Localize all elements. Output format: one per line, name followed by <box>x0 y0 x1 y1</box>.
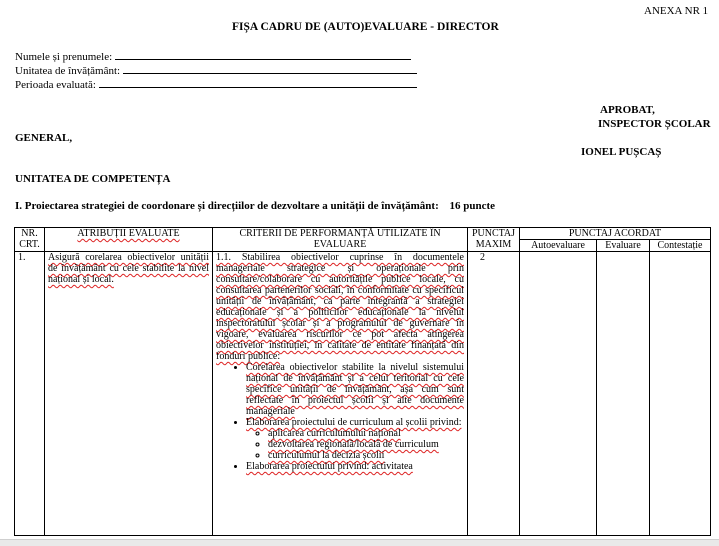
header-self: Autoevaluare <box>520 240 597 252</box>
name-field[interactable] <box>15 49 411 63</box>
header-nr: NR. CRT. <box>15 228 45 252</box>
row-nr: 1. <box>15 252 45 536</box>
header-max: PUNCTAJ MAXIM <box>468 228 520 252</box>
header-contest: Contestație <box>650 240 711 252</box>
row-attr-text: Asigură corelarea obiectivelor unității de învățământ cu cele stabilite la nivel național și local. <box>48 252 209 285</box>
period-line[interactable] <box>99 77 417 88</box>
criteria-bullet <box>246 417 464 461</box>
row-max-score: 2 <box>468 252 520 536</box>
name-line[interactable] <box>115 49 411 60</box>
row-attr <box>45 252 213 536</box>
table-header-row <box>15 228 711 240</box>
unit-label: Unitatea de învățământ: <box>15 65 121 77</box>
row-eval-score[interactable] <box>597 252 650 536</box>
header-attr <box>45 228 213 252</box>
evaluation-table <box>14 227 711 536</box>
section-heading <box>15 200 495 212</box>
name-label: Numele și prenumele: <box>15 51 113 63</box>
criteria-bullet-text: Corelarea obiectivelor stabilite la nivelul sistemului național de învățământ și a celui teritorial cu cele specifice unității de învățământ, așa cum sunt reflectate în proiectul școlii și alte documente manageriale <box>246 362 464 417</box>
row-criteria <box>213 252 468 536</box>
criteria-subitem-text: dezvoltarea regională/locală de curriculum <box>268 439 439 450</box>
row-contest-score[interactable] <box>650 252 711 536</box>
approved-label: APROBAT, <box>600 104 655 116</box>
row-self-score[interactable] <box>520 252 597 536</box>
table-row <box>15 252 711 536</box>
period-label: Perioada evaluată: <box>15 79 96 91</box>
criteria-subitem <box>268 428 464 439</box>
header-criteria: CRITERII DE PERFORMANȚĂ UTILIZATE ÎN EVALUARE <box>213 228 468 252</box>
competence-unit-heading: UNITATEA DE COMPETENȚA <box>15 173 171 185</box>
criteria-subitem-text: aplicarea curriculumului național <box>268 428 401 439</box>
unit-line[interactable] <box>123 63 417 74</box>
document-title: FIȘA CADRU DE (AUTO)EVALUARE - DIRECTOR <box>232 21 499 33</box>
criteria-intro <box>216 252 464 362</box>
criteria-bullet <box>246 362 464 417</box>
annex-label: ANEXA NR 1 <box>644 5 709 17</box>
criteria-subitem <box>268 439 464 450</box>
criteria-list <box>216 362 464 472</box>
criteria-intro-text: 1.1. Stabilirea obiectivelor cuprinse în documentele manageriale strategice și operaționale prin consultare/colaborare cu autoritățile publice locale, cu consultarea partenerilor sociali, în conformitate cu specificul unității de învățământ, ca parte integrantă a strategiei educaționale și a politicilor educaționale la nivelul inspectoratului școlar și a programului de guvernare în vigoare, evaluarea riscurilor ce pot afecta atingerea obiectivelor instituției, în calitate de entitate finanțată din fonduri publice: <box>216 252 464 362</box>
approver-name: IONEL PUȘCAȘ <box>581 146 662 158</box>
approver-general: GENERAL, <box>15 132 73 144</box>
header-attr-text: ATRIBUȚII EVALUATE <box>77 228 180 239</box>
header-awarded: PUNCTAJ ACORDAT <box>520 228 711 240</box>
criteria-bullet-text: Elaborarea proiectului de curriculum al școlii privind: <box>246 417 462 428</box>
unit-field[interactable] <box>15 63 417 77</box>
criteria-subitem-text: curriculumul la decizia școlii <box>268 450 385 461</box>
approver-role: INSPECTOR ȘCOLAR <box>598 118 711 130</box>
period-field[interactable] <box>15 77 417 91</box>
criteria-subitem <box>268 450 464 461</box>
criteria-bullet <box>246 461 464 472</box>
criteria-sublist <box>246 428 464 461</box>
section-points: 16 puncte <box>449 200 496 212</box>
header-eval: Evaluare <box>597 240 650 252</box>
section-title: I. Proiectarea strategiei de coordonare și direcțiilor de dezvoltare a unității de învățământ: <box>15 200 439 212</box>
criteria-bullet-text: Elaborarea proiectului privind: activitatea <box>246 461 413 472</box>
